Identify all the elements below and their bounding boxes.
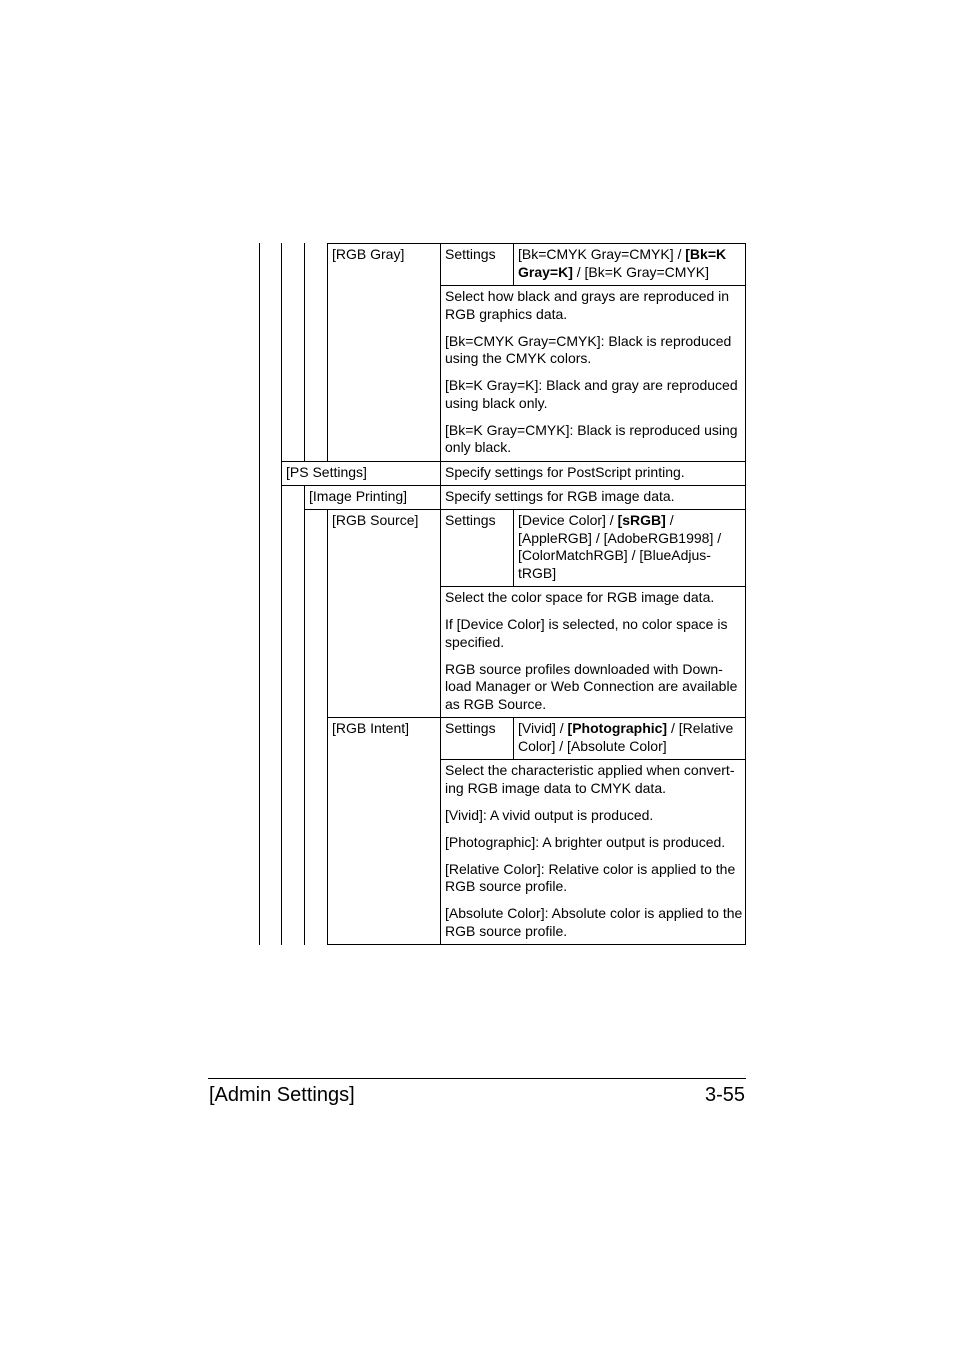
- default-option: [Bk=K Gray=K]: [518, 246, 727, 280]
- table-border: [327, 509, 328, 945]
- options-text: [Bk=CMYK Gray=CMYK] /: [518, 246, 686, 262]
- table-border: [281, 243, 282, 945]
- description-paragraph: [Bk=K Gray=CMYK]: Black is reproduced using only black.: [445, 421, 738, 455]
- rgb-source-label: [RGB Source]: [332, 512, 419, 528]
- table-border: [327, 243, 746, 244]
- table-border: [304, 243, 305, 461]
- options-text: [Vivid] /: [518, 720, 568, 736]
- description-paragraph: [Bk=K Gray=K]: Black and gray are reproduced using black only.: [445, 377, 738, 411]
- description-paragraph: [Bk=CMYK Gray=CMYK]: Black is reproduced using the CMYK colors.: [445, 332, 732, 366]
- footer-rule: [208, 1078, 746, 1079]
- table-border: [281, 485, 746, 486]
- description-paragraph: Select the characteristic applied when convert-ing RGB image data to CMYK data.: [445, 762, 735, 796]
- description-paragraph: [Vivid]: A vivid output is produced.: [445, 806, 654, 823]
- rgb-gray-label: [RGB Gray]: [332, 246, 405, 262]
- description-paragraph: If [Device Color] is selected, no color space is specified.: [445, 616, 728, 650]
- rgb-intent-label: [RGB Intent]: [332, 720, 410, 736]
- table-border: [304, 509, 746, 510]
- table-border: [327, 944, 746, 945]
- description-paragraph: [Absolute Color]: Absolute color is applied to the RGB source profile.: [445, 905, 743, 939]
- rgb-intent-description: [445, 762, 743, 940]
- table-border: [327, 243, 328, 461]
- description-paragraph: Select how black and grays are reproduced in RGB graphics data.: [445, 288, 730, 322]
- table-border: [440, 586, 746, 587]
- ps-settings-description: Specify settings for PostScript printing.: [445, 464, 685, 480]
- table-border: [281, 461, 746, 462]
- options-text: / [AppleRGB] / [AdobeRGB1998] / [ColorMatchRGB] / [BlueAdjus-tRGB]: [518, 512, 722, 581]
- description-paragraph: [Photographic]: A brighter output is produced.: [445, 833, 726, 850]
- table-border: [440, 759, 746, 760]
- options-text: / [Bk=K Gray=CMYK]: [572, 263, 710, 280]
- table-border: [513, 509, 514, 586]
- table-border: [745, 243, 746, 945]
- table-border: [513, 243, 514, 285]
- table-border: [440, 285, 746, 286]
- rgb-intent-options: [518, 720, 743, 755]
- table-border: [304, 485, 305, 945]
- rgb-source-options: [518, 512, 730, 582]
- rgb-gray-description: [445, 288, 743, 457]
- default-option: [Photographic]: [567, 720, 668, 736]
- image-printing-description: Specify settings for RGB image data.: [445, 488, 675, 504]
- rgb-intent-settings-label: Settings: [445, 720, 496, 736]
- image-printing-label: [Image Printing]: [309, 488, 408, 504]
- table-border: [259, 243, 260, 945]
- ps-settings-label: [PS Settings]: [286, 464, 367, 480]
- description-paragraph: Select the color space for RGB image data.: [445, 589, 715, 605]
- table-border: [513, 717, 514, 759]
- rgb-source-settings-label: Settings: [445, 512, 496, 528]
- options-text: / [Relative Color] / [Absolute Color]: [518, 720, 734, 754]
- table-border: [440, 243, 441, 945]
- table-border: [327, 717, 746, 718]
- description-paragraph: RGB source profiles downloaded with Down-load Manager or Web Connection are available as RGB Source.: [445, 660, 738, 712]
- description-paragraph: [Relative Color]: Relative color is applied to the RGB source profile.: [445, 860, 736, 894]
- rgb-source-description: [445, 589, 743, 713]
- page-number: 3-55: [704, 1084, 745, 1106]
- default-option: [sRGB]: [617, 512, 666, 528]
- rgb-gray-settings-label: Settings: [445, 246, 496, 262]
- rgb-gray-options: [518, 246, 742, 281]
- footer-section-title: [Admin Settings]: [209, 1084, 355, 1106]
- options-text: [Device Color] /: [518, 512, 618, 528]
